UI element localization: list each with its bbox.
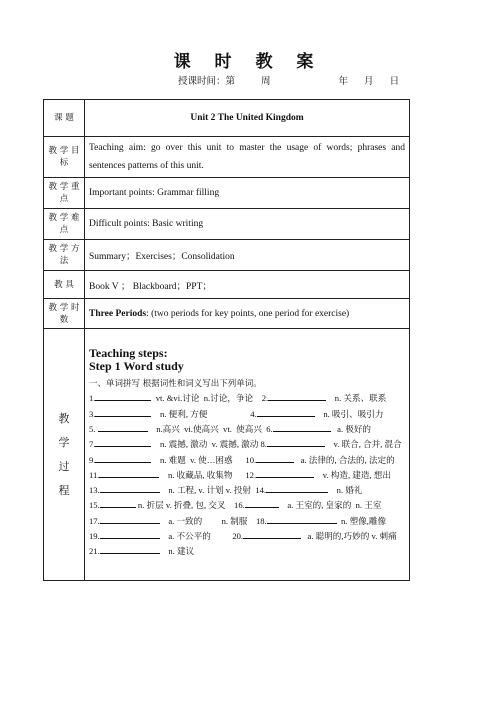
item-number: 3.: [89, 408, 96, 419]
word-definition: a. 王室的, 皇家的 n. 王室: [278, 500, 382, 511]
word-item-line: [89, 407, 405, 422]
answer-blank[interactable]: [95, 407, 151, 417]
word-definition: n.高兴 vi.使高兴 vt. 使高兴 6.: [147, 423, 273, 434]
word-item-line: [89, 391, 405, 406]
answer-blank[interactable]: [256, 453, 294, 463]
label-methods: 教 学 方 法: [44, 240, 85, 271]
answer-blank[interactable]: [273, 422, 331, 432]
word-item-line: [89, 468, 405, 483]
word-definition: n. 塑像,雕像: [336, 515, 387, 526]
answer-blank[interactable]: [99, 468, 159, 478]
word-item-line: [89, 437, 405, 452]
word-item-line: [89, 498, 405, 513]
value-teaching-aids: Book V ； Blackboard；PPT；: [85, 271, 410, 299]
answer-blank[interactable]: [95, 437, 151, 447]
word-definition: n. 建议: [159, 546, 195, 557]
label-process: 教 学 过 程: [44, 329, 85, 581]
word-item-line: [89, 529, 405, 544]
word-item-line: [89, 514, 405, 529]
answer-blank[interactable]: [256, 468, 314, 478]
word-item-line: [89, 544, 405, 559]
item-number: 19.: [89, 531, 100, 542]
label-aim: 教 学 目 标: [44, 137, 85, 178]
word-item-line: [89, 422, 405, 437]
item-number: 7.: [89, 439, 96, 450]
word-definition: a. 法律的, 合法的, 法定的: [294, 454, 395, 465]
answer-blank[interactable]: [243, 529, 301, 539]
steps-heading: Teaching steps:: [89, 346, 168, 361]
answer-blank[interactable]: [98, 422, 148, 432]
label-periods: 教 学 时 数: [44, 299, 85, 329]
answer-blank[interactable]: [245, 498, 279, 508]
value-periods: [85, 299, 410, 329]
word-definition: a. 一致的 n. 制服 18.: [159, 515, 267, 526]
date-day: 日: [389, 76, 400, 87]
answer-blank[interactable]: [257, 407, 315, 417]
item-number: 1.: [89, 393, 96, 404]
answer-blank[interactable]: [95, 453, 151, 463]
word-item-line: [89, 483, 405, 498]
word-definition: n. 收藏品, 收集物 12.: [159, 469, 257, 480]
value-topic: Unit 2 The United Kingdom: [85, 100, 410, 137]
word-definition: vt. &vi.讨论 n.讨论，争论 2.: [151, 393, 269, 404]
value-aim: Teaching aim: go over this unit to master the usage of words; phrases and sentences patterns of this unit.: [85, 137, 410, 178]
label-topic: 课 题: [44, 100, 85, 137]
value-methods: Summary；Exercises；Consolidation: [85, 240, 410, 271]
word-definition: v. 构造, 建造, 想出: [314, 469, 391, 480]
word-definition: n. 震撼, 激动 v. 震撼, 激动 8.: [151, 439, 267, 450]
row-teaching-aids: [44, 271, 410, 299]
word-item-line: [89, 453, 405, 468]
row-difficult-points: [44, 209, 410, 240]
item-number: 9.: [89, 454, 96, 465]
answer-blank[interactable]: [267, 437, 325, 447]
process-content: [85, 329, 410, 581]
answer-blank[interactable]: [100, 514, 160, 524]
item-number: 11.: [89, 469, 100, 480]
date-month: 月: [364, 76, 374, 87]
step1-heading: Step 1 Word study: [89, 359, 184, 374]
date-prefix: 授课时间：第: [178, 76, 236, 87]
answer-blank[interactable]: [267, 514, 337, 524]
value-difficult-points: Difficult points: Basic writing: [85, 209, 410, 240]
word-definition: n. 工程, v. 计划 v. 投射 14.: [159, 485, 267, 496]
answer-blank[interactable]: [266, 483, 328, 493]
word-definition: v. 联合, 合并, 混合: [324, 439, 402, 450]
item-number: 5.: [89, 423, 98, 434]
answer-blank[interactable]: [95, 391, 151, 401]
word-definition: n. 吸引、吸引力: [314, 408, 384, 419]
word-definition: a. 极好的: [330, 423, 372, 434]
date-week: 周: [261, 76, 271, 87]
label-key-points: 教 学 重 点: [44, 178, 85, 209]
row-periods: [44, 299, 410, 329]
answer-blank[interactable]: [100, 529, 160, 539]
row-aim: [44, 137, 410, 178]
row-topic: [44, 100, 410, 137]
answer-blank[interactable]: [100, 483, 160, 493]
exercise-instruction: 一、单词拼写 根据词性和词义写出下列单词。: [89, 379, 262, 390]
word-definition: n. 折层 v. 折叠, 包, 交叉 16.: [135, 500, 245, 511]
answer-blank[interactable]: [100, 544, 160, 554]
answer-blank[interactable]: [268, 391, 326, 401]
word-definition: n. 难题 v. 使…困惑 10.: [151, 454, 257, 465]
value-key-points: Important points: Grammar filling: [85, 178, 410, 209]
word-definition: n. 婚礼: [328, 485, 363, 496]
label-difficult-points: 教 学 难 点: [44, 209, 85, 240]
item-number: 13.: [89, 485, 100, 496]
row-process: [44, 329, 410, 581]
word-definition: n. 关系、联系: [326, 393, 387, 404]
word-definition: n. 便利, 方便 4.: [151, 408, 257, 419]
date-year: 年: [338, 76, 349, 87]
periods-count: Three Periods: [89, 308, 147, 319]
word-definition: a. 聪明的,巧妙的 v. 刺痛: [301, 531, 397, 542]
page-title: 课 时 教 案: [173, 52, 323, 72]
item-number: 15.: [89, 500, 100, 511]
item-number: 21.: [89, 546, 100, 557]
item-number: 17.: [89, 515, 100, 526]
label-teaching-aids: 教 具: [44, 271, 85, 299]
lesson-plan-table: [43, 99, 410, 581]
word-exercise-list: [89, 391, 405, 559]
row-methods: [44, 240, 410, 271]
row-key-points: [44, 178, 410, 209]
periods-detail: : (two periods for key points, one period for exercise): [146, 308, 350, 319]
answer-blank[interactable]: [100, 498, 136, 508]
date-line: [178, 73, 399, 87]
word-definition: a. 不公平的 20.: [159, 531, 244, 542]
